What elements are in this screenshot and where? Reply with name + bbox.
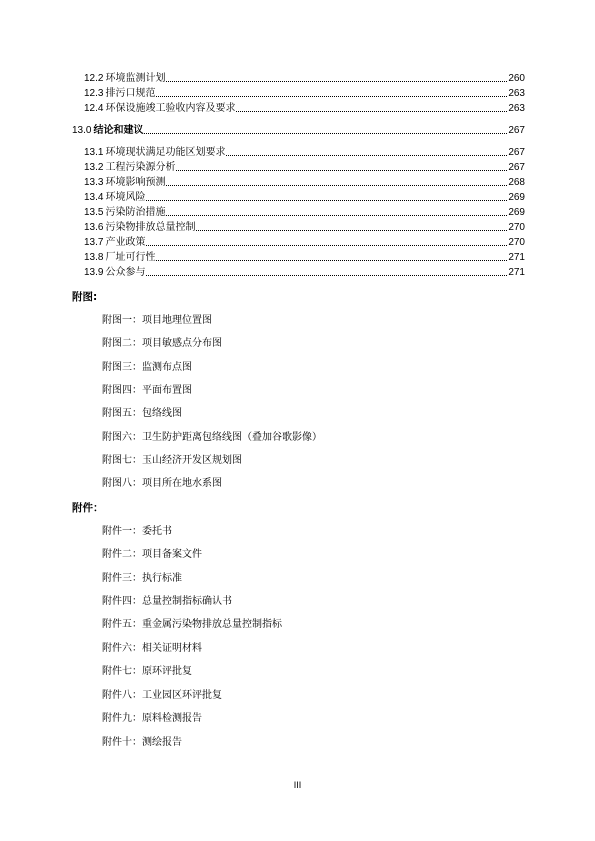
- figure-item: 附图六：卫生防护距离包络线图（叠加谷歌影像）: [102, 432, 322, 443]
- attachment-item: 附件一：委托书: [102, 526, 172, 537]
- figure-item: 附图四：平面布置图: [102, 385, 192, 396]
- toc-entry[interactable]: [84, 161, 525, 175]
- toc-entry-title: 公众参与: [105, 267, 146, 278]
- figure-item: 附图五：包络线图: [102, 408, 182, 419]
- toc-entry[interactable]: [84, 251, 525, 265]
- toc-chapter-entry[interactable]: [72, 124, 525, 138]
- attachment-item: 附件八：工业园区环评批复: [102, 690, 222, 701]
- toc-entry[interactable]: [84, 191, 525, 205]
- toc-entry-number: 12.4: [84, 103, 104, 114]
- toc-chapter-page: 267: [508, 125, 525, 136]
- toc-entry-number: 12.2: [84, 73, 104, 84]
- toc-entry-title: 排污口规范: [105, 88, 156, 99]
- toc-entry-page: 270: [508, 222, 525, 233]
- toc-leader-dots: [176, 161, 507, 171]
- toc-entry-number: 12.3: [84, 88, 104, 99]
- toc-entry[interactable]: [84, 176, 525, 190]
- toc-entry[interactable]: [84, 266, 525, 280]
- toc-entry-number: 13.3: [84, 177, 104, 188]
- toc-leader-dots: [166, 72, 507, 82]
- toc-entry-title: 工程污染源分析: [105, 162, 176, 173]
- toc-entry-page: 263: [508, 88, 525, 99]
- toc-entry-number: 13.6: [84, 222, 104, 233]
- toc-chapter-title: 结论和建议: [93, 125, 144, 136]
- toc-entry-title: 污染物排放总量控制: [105, 222, 196, 233]
- toc-leader-dots: [144, 124, 507, 134]
- toc-chapter-number: 13.0: [72, 125, 92, 136]
- toc-entry[interactable]: [84, 221, 525, 235]
- toc-entry[interactable]: [84, 87, 525, 101]
- toc-entry-page: 270: [508, 237, 525, 248]
- toc-entry-number: 13.2: [84, 162, 104, 173]
- toc-entry-page: 271: [508, 267, 525, 278]
- figure-item: 附图一：项目地理位置图: [102, 315, 212, 326]
- toc-entry-page: 267: [508, 147, 525, 158]
- toc-leader-dots: [166, 206, 507, 216]
- toc-leader-dots: [236, 102, 507, 112]
- toc-leader-dots: [146, 191, 507, 201]
- attachment-item: 附件九：原料检测报告: [102, 713, 202, 724]
- toc-entry-page: 269: [508, 192, 525, 203]
- attachment-item: 附件六：相关证明材料: [102, 643, 202, 654]
- toc-entry-title: 环境影响预测: [105, 177, 166, 188]
- toc-entry-title: 产业政策: [105, 237, 146, 248]
- toc-entry[interactable]: [84, 72, 525, 86]
- toc-entry[interactable]: [84, 146, 525, 160]
- attachment-item: 附件七：原环评批复: [102, 666, 192, 677]
- toc-entry-title: 污染防治措施: [105, 207, 166, 218]
- attachment-item: 附件二：项目备案文件: [102, 549, 202, 560]
- figure-item: 附图八：项目所在地水系图: [102, 478, 222, 489]
- toc-entry-title: 厂址可行性: [105, 252, 156, 263]
- toc-entry-page: 267: [508, 162, 525, 173]
- toc-entry-title: 环境现状满足功能区划要求: [105, 147, 226, 158]
- page-number: III: [293, 780, 302, 790]
- toc-entry[interactable]: [84, 236, 525, 250]
- toc-entry-title: 环境监测计划: [105, 73, 166, 84]
- toc-leader-dots: [196, 221, 507, 231]
- attachments-heading: 附件：: [72, 502, 104, 514]
- attachment-item: 附件十：测绘报告: [102, 737, 182, 748]
- toc-entry-page: 263: [508, 103, 525, 114]
- toc-leader-dots: [156, 251, 507, 261]
- toc-entry-title: 环保设施竣工验收内容及要求: [105, 103, 236, 114]
- figure-item: 附图七：玉山经济开发区规划图: [102, 455, 242, 466]
- toc-entry-number: 13.8: [84, 252, 104, 263]
- toc-entry-page: 268: [508, 177, 525, 188]
- toc-entry-page: 271: [508, 252, 525, 263]
- toc-entry[interactable]: [84, 206, 525, 220]
- attachment-item: 附件五：重金属污染物排放总量控制指标: [102, 619, 282, 630]
- toc-entry-title: 环境风险: [105, 192, 146, 203]
- figures-heading: 附图:: [72, 291, 98, 303]
- toc-entry-page: 269: [508, 207, 525, 218]
- toc-leader-dots: [226, 146, 507, 156]
- toc-entry-page: 260: [508, 73, 525, 84]
- toc-entry-number: 13.9: [84, 267, 104, 278]
- toc-entry-number: 13.5: [84, 207, 104, 218]
- attachment-item: 附件四：总量控制指标确认书: [102, 596, 232, 607]
- toc-entry-number: 13.4: [84, 192, 104, 203]
- toc-leader-dots: [146, 236, 507, 246]
- toc-leader-dots: [156, 87, 507, 97]
- toc-leader-dots: [146, 266, 507, 276]
- toc-entry-number: 13.7: [84, 237, 104, 248]
- attachment-item: 附件三：执行标准: [102, 573, 182, 584]
- toc-entry[interactable]: [84, 102, 525, 116]
- toc-leader-dots: [166, 176, 507, 186]
- figure-item: 附图二：项目敏感点分布图: [102, 338, 222, 349]
- toc-entry-number: 13.1: [84, 147, 104, 158]
- figure-item: 附图三：监测布点图: [102, 362, 192, 373]
